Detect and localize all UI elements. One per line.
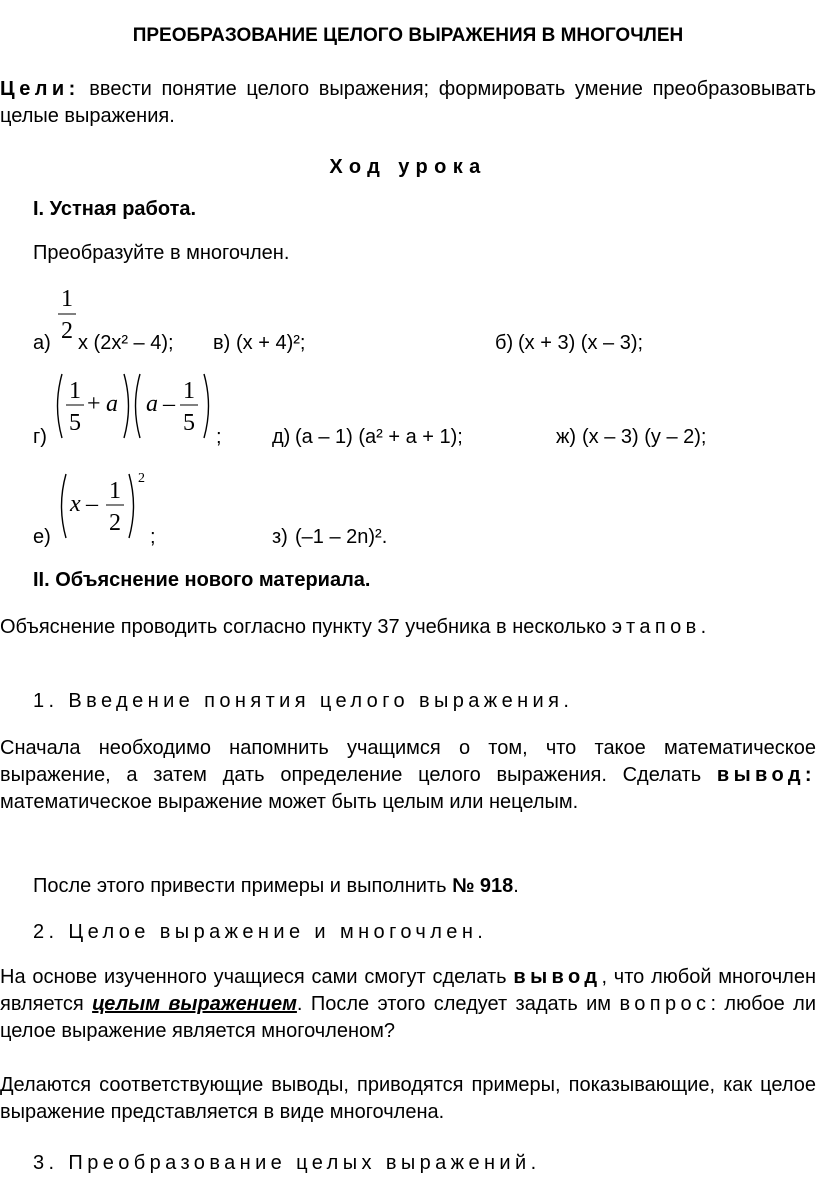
item-z-expression: (–1 – 2n)². xyxy=(295,526,388,548)
step-2-text-b: , что любой многочлен является xyxy=(0,966,816,1015)
step-1-conclusion-word: вывод: xyxy=(716,763,816,786)
item-v-label: в) xyxy=(213,332,231,354)
step-2-text-d: : любое ли целое выражение является многочленом? xyxy=(0,992,816,1042)
item-e-tail: ; xyxy=(150,526,156,548)
step-2-conclusion-text: Делаются соответствующие выводы, приводятся примеры, показывающие, как целое выражение представляется в виде многочлена. xyxy=(0,1074,816,1123)
lesson-heading: Ход урока xyxy=(329,156,487,178)
step-3-heading: 3. Преобразование целых выражений. xyxy=(33,1152,541,1174)
step-1-text-end: математическое выражение может быть целым или нецелым. xyxy=(0,790,579,813)
task-number: № 918 xyxy=(452,875,514,897)
step-2-conclusion-word: вывод xyxy=(513,966,602,988)
section-1-heading: I. Устная работа. xyxy=(33,198,197,220)
lesson-goals xyxy=(0,76,816,130)
svg-text:2: 2 xyxy=(61,318,73,344)
step-2-text-c: . После этого следует задать им xyxy=(296,992,620,1015)
item-b-label: б) xyxy=(495,332,514,354)
item-e-formula xyxy=(56,466,152,542)
section-2-heading: II. Объяснение нового материала. xyxy=(33,569,371,591)
item-b-expression: (x + 3) (x – 3); xyxy=(518,332,644,354)
item-e-label: е) xyxy=(33,526,51,548)
step-2-text-a: На основе изученного учащиеся сами смогут сделать xyxy=(0,966,514,988)
fraction-one-half xyxy=(56,286,78,348)
svg-text:2: 2 xyxy=(138,471,145,486)
step-1-after-end: . xyxy=(513,875,519,897)
item-g-tail: ; xyxy=(216,426,222,448)
step-1-heading: 1. Введение понятия целого выражения. xyxy=(33,690,574,712)
goals-text: ввести понятие целого выражения; формировать умение преобразовывать целые выражения. xyxy=(0,78,816,127)
step-1-paragraph xyxy=(0,735,816,815)
item-a-expression: x (2x² – 4); xyxy=(78,332,174,354)
svg-text:5: 5 xyxy=(183,410,195,436)
goals-label: Цели: xyxy=(0,78,80,100)
svg-text:1: 1 xyxy=(183,378,195,404)
step-2-conclusion xyxy=(0,1072,816,1126)
svg-text:1: 1 xyxy=(109,478,121,504)
svg-text:5: 5 xyxy=(69,410,81,436)
item-a-label: а) xyxy=(33,332,51,354)
svg-text:–: – xyxy=(163,391,175,417)
item-z-label: з) xyxy=(272,526,288,548)
step-2-heading: 2. Целое выражение и многочлен. xyxy=(33,921,488,943)
item-zh-label: ж) xyxy=(556,426,577,448)
svg-text:–: – xyxy=(86,491,98,517)
step-2-emphasis: целым выражением xyxy=(92,992,297,1015)
page-title: ПРЕОБРАЗОВАНИЕ ЦЕЛОГО ВЫРАЖЕНИЯ В МНОГОЧЛЕН xyxy=(132,25,684,46)
item-g-formula xyxy=(54,370,216,442)
item-d-expression: (а – 1) (а² + а + 1); xyxy=(295,426,463,448)
svg-text:+: + xyxy=(87,391,101,417)
svg-text:x: x xyxy=(70,491,81,517)
section-1-task: Преобразуйте в многочлен. xyxy=(33,242,290,264)
step-2-paragraph xyxy=(0,964,816,1044)
step-2-question-word: вопрос xyxy=(619,992,711,1015)
svg-text:2: 2 xyxy=(109,510,121,536)
svg-text:1: 1 xyxy=(69,378,81,404)
section-2-intro xyxy=(0,614,816,641)
svg-text:a: a xyxy=(146,391,158,417)
step-1-after-text: После этого привести примеры и выполнить xyxy=(33,875,453,897)
step-1-text: Сначала необходимо напомнить учащимся о том, что такое математическое выражение, а затем дать определение целого выражения. Сделать xyxy=(0,737,816,786)
item-d-label: д) xyxy=(272,426,291,448)
intro-stages: этапов. xyxy=(611,616,711,638)
intro-text: Объяснение проводить согласно пункту 37 учебника в несколько xyxy=(0,616,612,638)
item-v-expression: (x + 4)²; xyxy=(236,332,306,354)
item-zh-expression: (х – 3) (у – 2); xyxy=(582,426,707,448)
step-1-after xyxy=(33,873,519,900)
svg-text:1: 1 xyxy=(61,286,73,312)
item-g-label: г) xyxy=(33,426,47,448)
svg-text:a: a xyxy=(106,391,118,417)
